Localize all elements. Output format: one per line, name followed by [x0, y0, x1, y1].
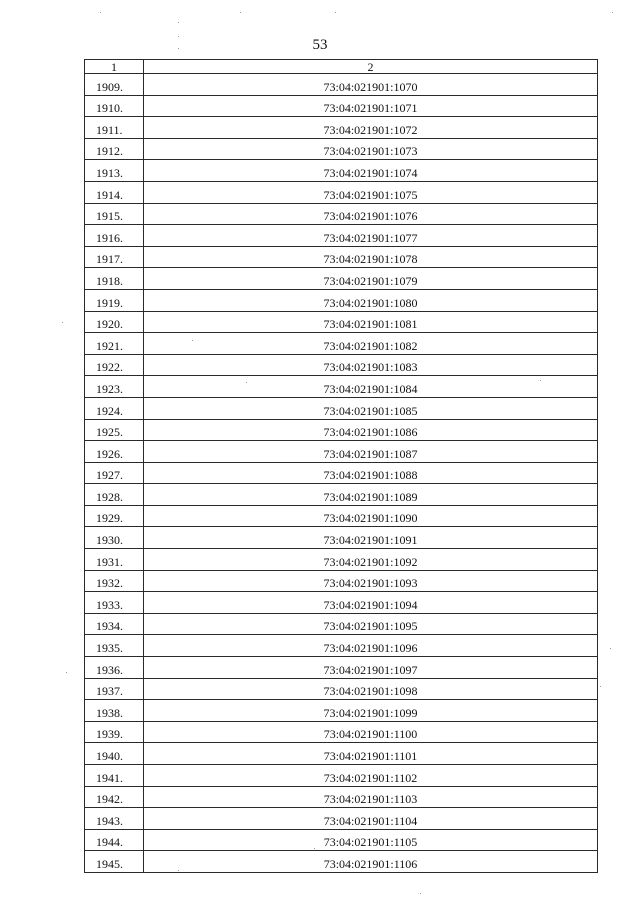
scan-speck: [240, 12, 241, 13]
scan-speck: [178, 870, 179, 871]
cadastral-number-cell: 73:04:021901:1092: [144, 549, 598, 571]
table-row: [85, 527, 598, 549]
cadastral-number-cell: 73:04:021901:1100: [144, 721, 598, 743]
cadastral-number-cell: 73:04:021901:1106: [144, 851, 598, 873]
cadastral-number-cell: 73:04:021901:1073: [144, 138, 598, 160]
cadastral-number-cell: 73:04:021901:1096: [144, 635, 598, 657]
row-number-cell: 1921.: [85, 333, 144, 355]
table-row: [85, 289, 598, 311]
table-row: [85, 786, 598, 808]
page-number: 53: [312, 37, 328, 53]
table-row: [85, 635, 598, 657]
cadastral-table: [84, 59, 598, 873]
cadastral-number-cell: 73:04:021901:1098: [144, 678, 598, 700]
table-row: [85, 268, 598, 290]
cadastral-number-cell: 73:04:021901:1091: [144, 527, 598, 549]
cadastral-number-cell: 73:04:021901:1084: [144, 376, 598, 398]
table-row: [85, 117, 598, 139]
cadastral-number-cell: 73:04:021901:1105: [144, 829, 598, 851]
cadastral-number-cell: 73:04:021901:1102: [144, 765, 598, 787]
cadastral-number-cell: 73:04:021901:1101: [144, 743, 598, 765]
table-row: [85, 592, 598, 614]
row-number-cell: 1942.: [85, 786, 144, 808]
row-number-cell: 1926.: [85, 441, 144, 463]
cadastral-number-cell: 73:04:021901:1075: [144, 181, 598, 203]
row-number-cell: 1933.: [85, 592, 144, 614]
scan-speck: [335, 12, 336, 13]
scan-speck: [420, 893, 421, 894]
cadastral-number-cell: 73:04:021901:1093: [144, 570, 598, 592]
table-row: [85, 484, 598, 506]
row-number-cell: 1916.: [85, 225, 144, 247]
table-row: [85, 419, 598, 441]
scan-speck: [192, 340, 193, 341]
row-number-cell: 1935.: [85, 635, 144, 657]
cadastral-number-cell: 73:04:021901:1072: [144, 117, 598, 139]
row-number-cell: 1919.: [85, 289, 144, 311]
cadastral-number-cell: 73:04:021901:1077: [144, 225, 598, 247]
table-row: [85, 549, 598, 571]
cadastral-number-cell: 73:04:021901:1081: [144, 311, 598, 333]
table-row: [85, 311, 598, 333]
row-number-cell: 1936.: [85, 657, 144, 679]
table-row: [85, 138, 598, 160]
cadastral-number-cell: 73:04:021901:1082: [144, 333, 598, 355]
table-row: [85, 678, 598, 700]
scan-speck: [612, 12, 613, 13]
table-row: [85, 74, 598, 96]
cadastral-number-cell: 73:04:021901:1083: [144, 354, 598, 376]
table-row: [85, 246, 598, 268]
column-header-number: 1: [85, 60, 144, 74]
row-number-cell: 1944.: [85, 829, 144, 851]
scan-speck: [178, 22, 179, 23]
cadastral-number-cell: 73:04:021901:1074: [144, 160, 598, 182]
scan-speck: [66, 672, 67, 673]
table-row: [85, 333, 598, 355]
table-row: [85, 851, 598, 873]
row-number-cell: 1945.: [85, 851, 144, 873]
scan-speck: [246, 382, 247, 383]
row-number-cell: 1915.: [85, 203, 144, 225]
row-number-cell: 1934.: [85, 613, 144, 635]
row-number-cell: 1914.: [85, 181, 144, 203]
row-number-cell: 1912.: [85, 138, 144, 160]
table-row: [85, 225, 598, 247]
row-number-cell: 1929.: [85, 505, 144, 527]
cadastral-number-cell: 73:04:021901:1079: [144, 268, 598, 290]
row-number-cell: 1932.: [85, 570, 144, 592]
table-row: [85, 613, 598, 635]
cadastral-number-cell: 73:04:021901:1094: [144, 592, 598, 614]
table-row: [85, 808, 598, 830]
cadastral-number-cell: 73:04:021901:1099: [144, 700, 598, 722]
scan-speck: [100, 12, 101, 13]
row-number-cell: 1937.: [85, 678, 144, 700]
table-row: [85, 160, 598, 182]
table-row: [85, 505, 598, 527]
column-header-value: 2: [144, 60, 598, 74]
row-number-cell: 1939.: [85, 721, 144, 743]
table-row: [85, 570, 598, 592]
cadastral-number-cell: 73:04:021901:1090: [144, 505, 598, 527]
table-row: [85, 95, 598, 117]
row-number-cell: 1913.: [85, 160, 144, 182]
table-row: [85, 462, 598, 484]
table-row: [85, 203, 598, 225]
table-row: [85, 721, 598, 743]
row-number-cell: 1941.: [85, 765, 144, 787]
row-number-cell: 1930.: [85, 527, 144, 549]
table-row: [85, 441, 598, 463]
cadastral-number-cell: 73:04:021901:1078: [144, 246, 598, 268]
row-number-cell: 1909.: [85, 74, 144, 96]
row-number-cell: 1922.: [85, 354, 144, 376]
row-number-cell: 1911.: [85, 117, 144, 139]
scan-speck: [600, 686, 601, 687]
table-row: [85, 765, 598, 787]
row-number-cell: 1918.: [85, 268, 144, 290]
row-number-cell: 1931.: [85, 549, 144, 571]
table-row: [85, 354, 598, 376]
table-row: [85, 657, 598, 679]
table-row: [85, 743, 598, 765]
scan-speck: [540, 380, 541, 381]
row-number-cell: 1910.: [85, 95, 144, 117]
row-number-cell: 1928.: [85, 484, 144, 506]
scan-speck: [178, 36, 179, 37]
row-number-cell: 1924.: [85, 397, 144, 419]
scan-speck: [62, 322, 63, 323]
table-row: [85, 376, 598, 398]
cadastral-number-cell: 73:04:021901:1103: [144, 786, 598, 808]
row-number-cell: 1943.: [85, 808, 144, 830]
scan-speck: [314, 848, 315, 849]
row-number-cell: 1923.: [85, 376, 144, 398]
cadastral-number-cell: 73:04:021901:1086: [144, 419, 598, 441]
cadastral-number-cell: 73:04:021901:1088: [144, 462, 598, 484]
row-number-cell: 1925.: [85, 419, 144, 441]
table-row: [85, 181, 598, 203]
cadastral-number-cell: 73:04:021901:1087: [144, 441, 598, 463]
cadastral-number-cell: 73:04:021901:1095: [144, 613, 598, 635]
cadastral-number-cell: 73:04:021901:1097: [144, 657, 598, 679]
scan-speck: [178, 48, 179, 49]
cadastral-number-cell: 73:04:021901:1080: [144, 289, 598, 311]
table-row: [85, 829, 598, 851]
row-number-cell: 1938.: [85, 700, 144, 722]
row-number-cell: 1940.: [85, 743, 144, 765]
cadastral-number-cell: 73:04:021901:1070: [144, 74, 598, 96]
table-row: [85, 700, 598, 722]
table-body: [85, 74, 598, 873]
row-number-cell: 1917.: [85, 246, 144, 268]
row-number-cell: 1920.: [85, 311, 144, 333]
cadastral-number-cell: 73:04:021901:1076: [144, 203, 598, 225]
cadastral-number-cell: 73:04:021901:1085: [144, 397, 598, 419]
row-number-cell: 1927.: [85, 462, 144, 484]
cadastral-number-cell: 73:04:021901:1089: [144, 484, 598, 506]
scan-speck: [610, 648, 611, 649]
cadastral-number-cell: 73:04:021901:1104: [144, 808, 598, 830]
table-header-row: [85, 60, 598, 74]
cadastral-number-cell: 73:04:021901:1071: [144, 95, 598, 117]
table-row: [85, 397, 598, 419]
